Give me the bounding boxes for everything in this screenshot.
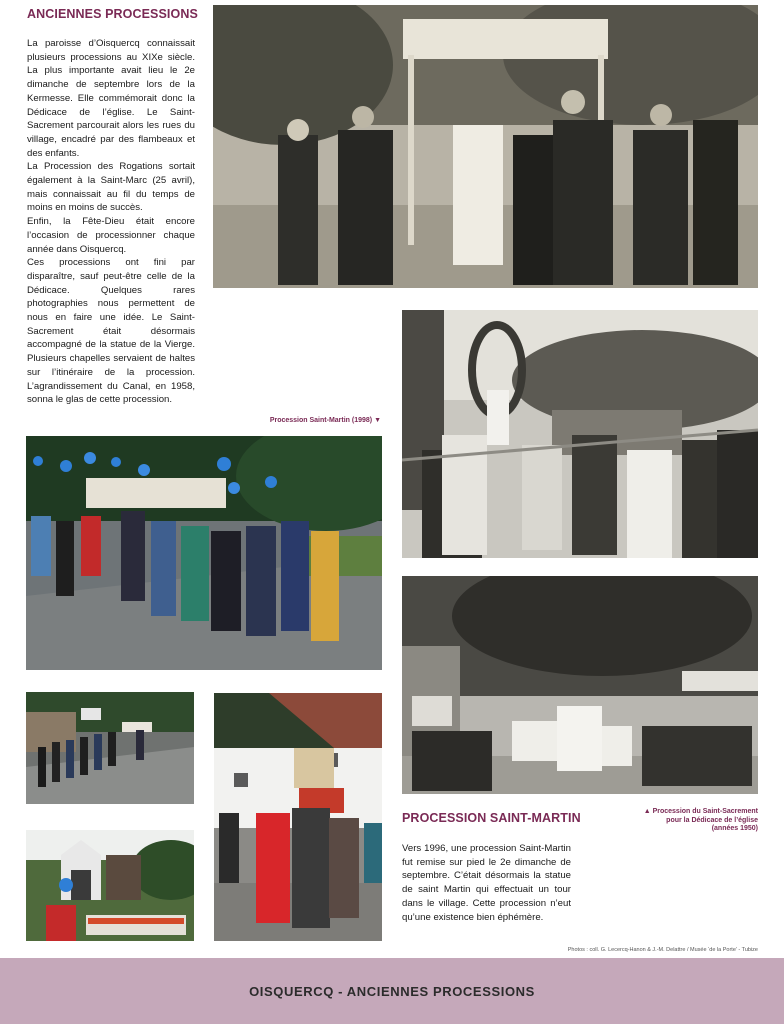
- caption-dedicace: [560, 808, 758, 834]
- photo-canopy-procession: [213, 5, 758, 288]
- footer-band: [0, 958, 784, 1024]
- photo-saint-martin-statue: [214, 693, 382, 941]
- photo-dedicace-procession: [402, 576, 758, 794]
- saint-martin-title: PROCESSION SAINT-MARTIN: [402, 811, 581, 825]
- caption-dedicace-line: (années 1950): [711, 825, 758, 833]
- caption-dedicace-line: ▲ Procession du Saint-Sacrement: [643, 808, 758, 815]
- intro-paragraph: La paroisse d’Oisquercq connaissait plusieurs processions au XIXe siècle. La plus importante avait lieu le 2e dimanche de septembre lors de la Kermesse. Elle commémorait donc la Dédicace de l’église. Le Saint-Sacrement parcourait alors les rues du village, encadré par des flambeaux et des enfants.: [27, 38, 195, 159]
- intro-paragraph: Ces processions ont fini par disparaître, sauf peut-être celle de la Dédicace. Quelques rares photographies nous permettent de nous en faire une idée. Le Saint-Sacrement était désormais accompagné de la statue de la Vierge. Plusieurs chapelles servaient de haltes sur l’itinéraire de la procession. L’agrandissement du Canal, en 1958, sonna le glas de cette procession.: [27, 257, 195, 406]
- intro-text: [27, 37, 195, 407]
- caption-dedicace-line: pour la Dédicace de l’église: [666, 816, 758, 824]
- photo-brass-band-procession: [26, 436, 382, 670]
- intro-paragraph: Enfin, la Fête-Dieu était encore l’occasion de processionner chaque année dans Oisquercq.: [27, 216, 195, 255]
- caption-saint-martin-1998: Procession Saint-Martin (1998) ▼: [269, 417, 381, 424]
- photo-virgin-statue-procession: [402, 310, 758, 558]
- intro-paragraph: La Procession des Rogations sortait également à la Saint-Marc (25 avril), mais connaissait au fil du temps de moins en moins de succès.: [27, 161, 195, 214]
- intro-title: ANCIENNES PROCESSIONS: [27, 7, 198, 21]
- footer-title: OISQUERCQ - ANCIENNES PROCESSIONS: [249, 984, 535, 999]
- saint-martin-text: [402, 842, 571, 924]
- saint-martin-paragraph: Vers 1996, une procession Saint-Martin fut remise sur pied le 2e dimanche de septembre. C’était désormais la statue de saint Martin qui effectuait un tour dans le village. Cette procession n’eut qu’une existence bien éphémère.: [402, 843, 571, 923]
- photo-credits: Photos : coll. G. Lecercq-Hanon & J.-M. Delattre / Musée ‘de la Porte’ - Tubize: [567, 947, 758, 953]
- photo-street-procession: [26, 692, 194, 804]
- photo-chapel-statue: [26, 830, 194, 941]
